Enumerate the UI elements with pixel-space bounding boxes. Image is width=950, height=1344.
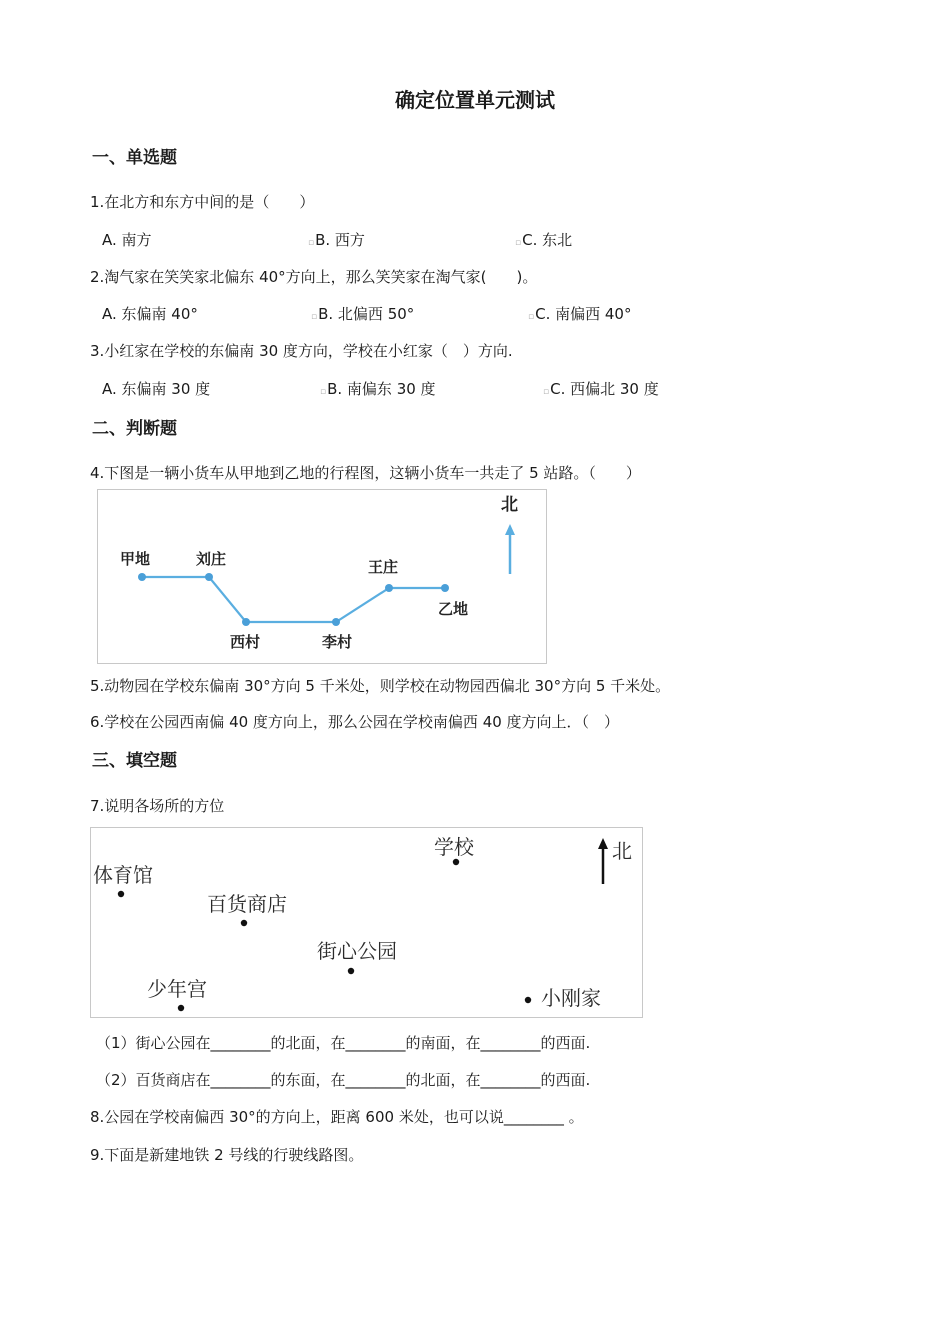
q2-option-b xyxy=(311,303,414,324)
anchor-mark-icon: ▫ xyxy=(543,387,550,397)
question-7: 7.说明各场所的方位 xyxy=(90,797,225,815)
q1-option-b-label: B. 西方 xyxy=(315,231,365,249)
stop-dot-jiadi xyxy=(138,573,146,581)
stop-dot-xicun xyxy=(242,618,250,626)
q3-option-c xyxy=(543,378,659,399)
stop-label-wangzhuang: 王庄 xyxy=(368,558,399,576)
place-dot-gym xyxy=(118,891,124,897)
stop-dot-yidi xyxy=(441,584,449,592)
question-3: 3.小红家在学校的东偏南 30 度方向，学校在小红家（ ）方向. xyxy=(90,342,513,360)
q1-option-c-label: C. 东北 xyxy=(522,231,573,249)
place-label-park: 街心公园 xyxy=(317,939,397,963)
question-8: 8.公园在学校南偏西 30°的方向上，距离 600 米处，也可以说________ 。 xyxy=(90,1108,584,1126)
anchor-mark-icon: ▫ xyxy=(528,312,535,322)
q1-option-a: A. 南方 xyxy=(102,231,152,249)
q3-option-c-label: C. 西偏北 30 度 xyxy=(550,380,659,398)
q2-option-c xyxy=(528,303,631,324)
place-label-school: 学校 xyxy=(434,835,474,859)
north-arrow-icon xyxy=(505,524,515,574)
place-dot-park xyxy=(348,968,354,974)
q2-option-a: A. 东偏南 40° xyxy=(102,305,198,323)
page-title: 确定位置单元测试 xyxy=(395,88,555,112)
place-label-youth-palace: 少年宫 xyxy=(147,977,207,1001)
question-1: 1.在北方和东方中间的是（ ） xyxy=(90,193,315,211)
q3-option-b-label: B. 南偏东 30 度 xyxy=(327,380,436,398)
stop-dot-wangzhuang xyxy=(385,584,393,592)
anchor-mark-icon: ▫ xyxy=(320,387,327,397)
stop-dot-licun xyxy=(332,618,340,626)
route-map-svg xyxy=(98,490,546,663)
place-dot-xiaogang-home xyxy=(525,997,531,1003)
section-heading-fill-blank: 三、填空题 xyxy=(92,751,177,771)
question-9: 9.下面是新建地铁 2 号线的行驶线路图。 xyxy=(90,1146,364,1164)
stop-label-licun: 李村 xyxy=(322,633,353,651)
place-map-svg xyxy=(91,828,642,1017)
route-map-figure xyxy=(97,489,547,664)
place-label-department-store: 百货商店 xyxy=(207,892,287,916)
place-dot-school xyxy=(453,859,459,865)
section-heading-single-choice: 一、单选题 xyxy=(92,148,177,168)
question-2: 2.淘气家在笑笑家北偏东 40°方向上，那么笑笑家在淘气家( )。 xyxy=(90,268,538,286)
section-heading-true-false: 二、判断题 xyxy=(92,419,177,439)
north-arrow-icon xyxy=(598,838,608,884)
question-7-part-2: （2）百货商店在________的东面，在________的北面，在________的西面. xyxy=(96,1071,591,1089)
route-line xyxy=(142,577,445,622)
q3-option-b xyxy=(320,378,436,399)
place-label-xiaogang-home: 小刚家 xyxy=(541,986,601,1010)
stop-dot-liuzhuang xyxy=(205,573,213,581)
q1-option-c xyxy=(515,229,572,250)
q1-option-b xyxy=(308,229,365,250)
stop-label-liuzhuang: 刘庄 xyxy=(196,550,227,568)
stop-label-yidi: 乙地 xyxy=(438,600,469,618)
anchor-mark-icon: ▫ xyxy=(311,312,318,322)
place-dot-youth-palace xyxy=(178,1005,184,1011)
place-map-figure xyxy=(90,827,643,1018)
place-dot-department-store xyxy=(241,920,247,926)
anchor-mark-icon: ▫ xyxy=(515,238,522,248)
question-7-part-1: （1）街心公园在________的北面，在________的南面，在________的西面. xyxy=(96,1034,591,1052)
stop-label-jiadi: 甲地 xyxy=(120,550,151,568)
anchor-mark-icon: ▫ xyxy=(308,238,315,248)
question-5: 5.动物园在学校东偏南 30°方向 5 千米处，则学校在动物园西偏北 30°方向 5 千米处。 xyxy=(90,677,671,695)
q3-option-a: A. 东偏南 30 度 xyxy=(102,380,211,398)
q2-option-b-label: B. 北偏西 50° xyxy=(318,305,415,323)
place-label-gym: 体育馆 xyxy=(93,863,153,887)
question-6: 6.学校在公园西南偏 40 度方向上，那么公园在学校南偏西 40 度方向上．（ ） xyxy=(90,713,620,731)
north-label: 北 xyxy=(501,495,518,515)
stop-label-xicun: 西村 xyxy=(230,633,261,651)
north-label: 北 xyxy=(612,839,632,863)
q2-option-c-label: C. 南偏西 40° xyxy=(535,305,632,323)
question-4: 4.下图是一辆小货车从甲地到乙地的行程图，这辆小货车一共走了 5 站路。（ ） xyxy=(90,464,641,482)
